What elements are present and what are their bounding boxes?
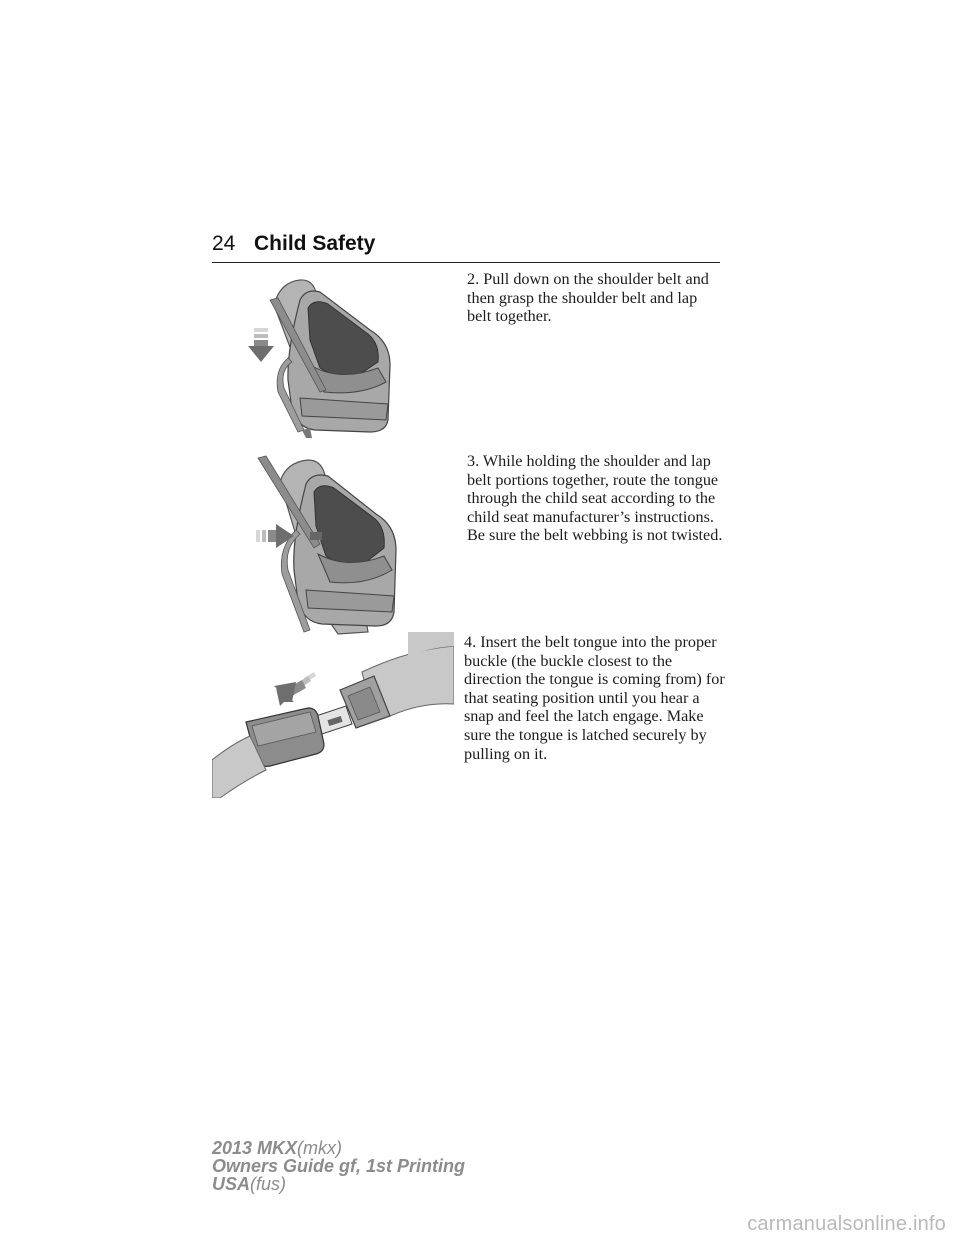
- footer-line-model: 2013 MKX(mkx): [212, 1138, 343, 1158]
- watermark: carmanualsonline.info: [747, 1213, 946, 1235]
- footer-line-market: USA(fus): [212, 1174, 287, 1194]
- page-header: [212, 232, 720, 262]
- section-title: Child Safety: [254, 232, 376, 255]
- step-4-text: 4. Insert the belt tongue into the proper buckle (the buckle closest to the direction the tongue is coming from) for that seating position until you hear a snap and feel the latch engage. Make sure the tongue is latched securely by pulling on it.: [464, 633, 725, 763]
- figure-child-seat-route-tongue: [250, 452, 415, 642]
- arrow-left-down-icon: [274, 672, 316, 706]
- arrow-down-icon: [248, 328, 274, 362]
- header-rule: [212, 262, 720, 263]
- step-2-text: 2. Pull down on the shoulder belt and then grasp the shoulder belt and lap belt together.: [467, 270, 709, 326]
- page-number: 24: [212, 232, 236, 255]
- figure-belt-buckle: [212, 632, 454, 798]
- step-3-text: 3. While holding the shoulder and lap belt portions together, route the tongue through the child seat according to the child seat manufacturer’s instructions. Be sure the belt webbing is not twisted.: [467, 452, 723, 545]
- figure-child-seat-pull-belt: [240, 270, 410, 438]
- document-footer: [212, 1139, 612, 1193]
- footer-line-guide: Owners Guide gf, 1st Printing: [212, 1156, 466, 1176]
